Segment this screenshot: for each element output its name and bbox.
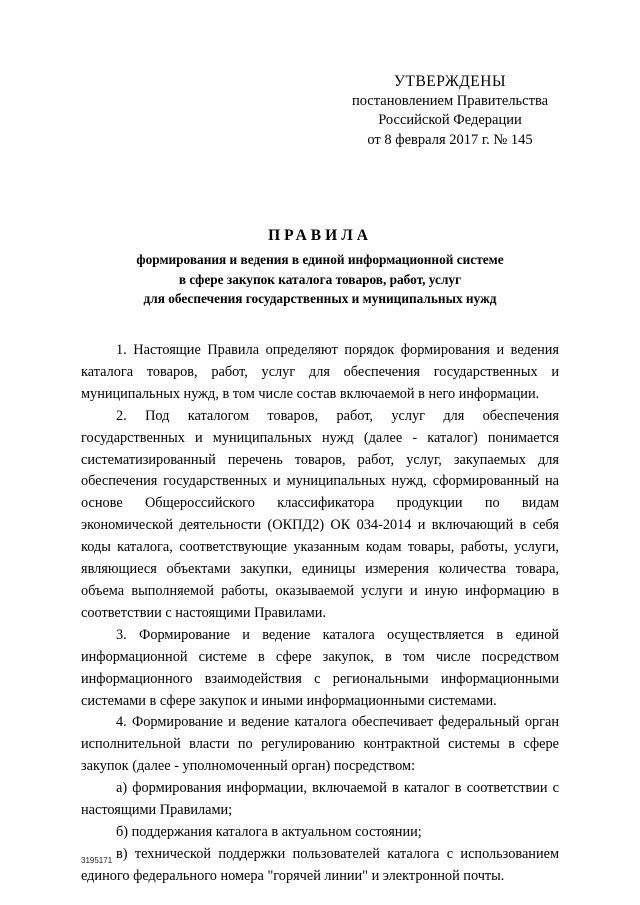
paragraph-1: 1. Настоящие Правила определяют порядок формирования и ведения каталога товаров, работ, услуг для обеспечения государственных и муниципальных нужд, в том числе состав включаемой в него информации. [81, 342, 559, 402]
document-number: 3195171 [81, 856, 113, 865]
approval-line-2: Российской Федерации [378, 112, 522, 128]
paragraph-2: 2. Под каталогом товаров, работ, услуг для обеспечения государственных и муниципальных нужд (далее - каталог) понимается систематизированный перечень товаров, работ, услуг, закупаемых для обеспечения государственных и муниципальных нужд, сформированный на основе Общероссийского классификатора продукции по видам экономической деятельности (ОКПД2) ОК 034-2014 и включающий в себя коды каталога, соответствующие указанным кодам товары, работы, услуги, являющиеся объектами закупки, единицы измерения количества товара, объема выполняемой работы, оказываемой услуги и иную информацию в соответствии с настоящими Правилами. [81, 407, 559, 621]
document-subtitle [70, 250, 570, 309]
paragraph-4: 4. Формирование и ведение каталога обеспечивает федеральный орган исполнительной власти по регулированию контрактной системы в сфере закупок (далее - уполномоченный орган) посредством: [81, 714, 559, 775]
approval-heading: УТВЕРЖДЕНЫ [394, 73, 506, 90]
paragraph-4a: а) формирования информации, включаемой в каталог в соответствии с настоящими Правилами; [81, 780, 559, 819]
paragraph-3: 3. Формирование и ведение каталога осуществляется в единой информационной системе в сфере закупок, в том числе посредством информационного взаимодействия с региональными информационными системами в сфере закупок и иными информационными системами. [81, 626, 559, 709]
paragraph-4b: б) поддержания каталога в актуальном состоянии; [116, 823, 422, 840]
subtitle-line-2: в сфере закупок каталога товаров, работ, услуг [178, 271, 462, 287]
document-body [81, 340, 559, 888]
approval-line-3: от 8 февраля 2017 г. № 145 [367, 131, 533, 148]
document-title: ПРАВИЛА [268, 227, 372, 244]
subtitle-line-1: формирования и ведения в единой информационной системе [136, 252, 504, 267]
paragraph-4c: в) технической поддержки пользователей каталога с использованием единого федерального номера "горячей линии" и электронной почты. [81, 845, 559, 884]
subtitle-line-3: для обеспечения государственных и муниципальных нужд [143, 291, 497, 306]
approval-block [300, 72, 600, 150]
approval-line-1: постановлением Правительства [351, 92, 549, 109]
